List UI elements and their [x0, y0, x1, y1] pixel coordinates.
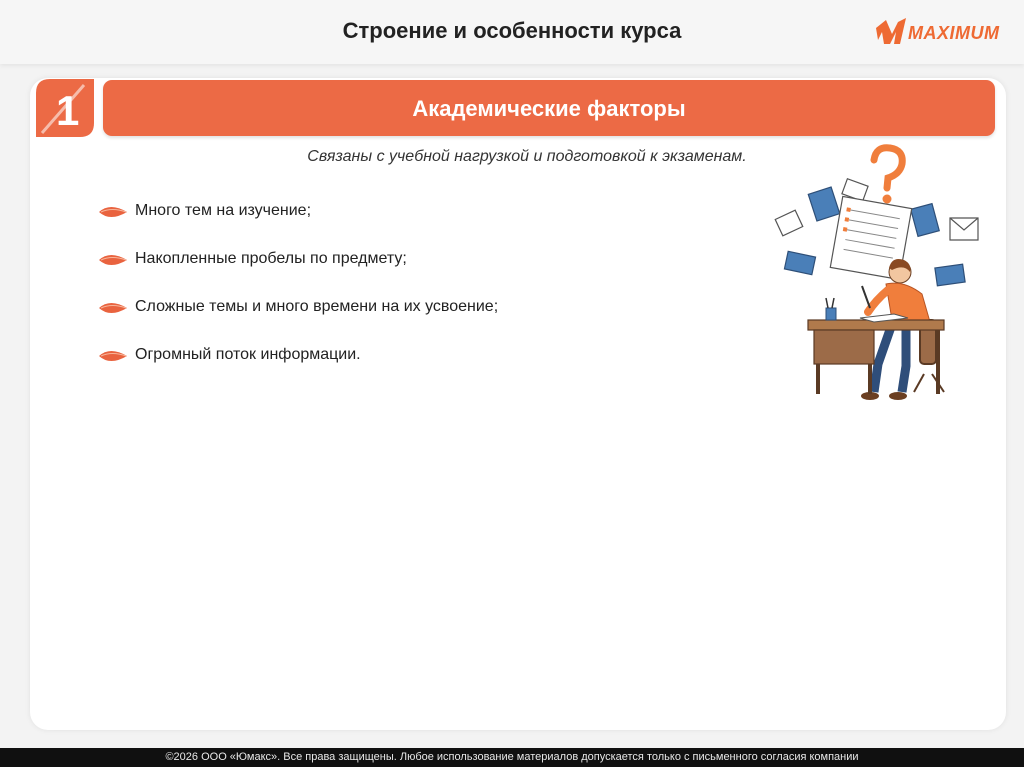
list-item-text: Сложные темы и много времени на их усвоение;: [135, 298, 499, 315]
student-studying-illustration: [774, 144, 989, 404]
section-number-badge: [36, 79, 94, 137]
section-banner: [103, 80, 995, 136]
bullet-leaf-icon: [98, 204, 128, 220]
maximum-logo[interactable]: [874, 14, 1019, 54]
header: [0, 0, 1024, 64]
bullet-leaf-icon: [98, 348, 128, 364]
list-item-text: Много тем на изучение;: [135, 202, 312, 219]
list-item-text: Огромный поток информации.: [135, 346, 361, 363]
logo-icon: [874, 14, 908, 54]
list-item-text: Накопленные пробелы по предмету;: [135, 250, 407, 267]
question-mark-icon: [874, 148, 902, 204]
bullet-leaf-icon: [98, 252, 128, 268]
section-title: Академические факторы: [412, 96, 686, 121]
copyright-text: ©2026 ООО «Юмакс». Все права защищены. Любое использование материалов допускается только с письменного согласия компании: [165, 751, 859, 763]
logo-text: MAXIMUM: [908, 23, 1000, 43]
footer: [0, 748, 1024, 767]
page-title: Строение и особенности курса: [342, 18, 682, 43]
bullet-leaf-icon: [98, 300, 128, 316]
section-number: 1: [56, 87, 80, 134]
section-subtitle: Связаны с учебной нагрузкой и подготовкой к экзаменам.: [307, 148, 747, 165]
